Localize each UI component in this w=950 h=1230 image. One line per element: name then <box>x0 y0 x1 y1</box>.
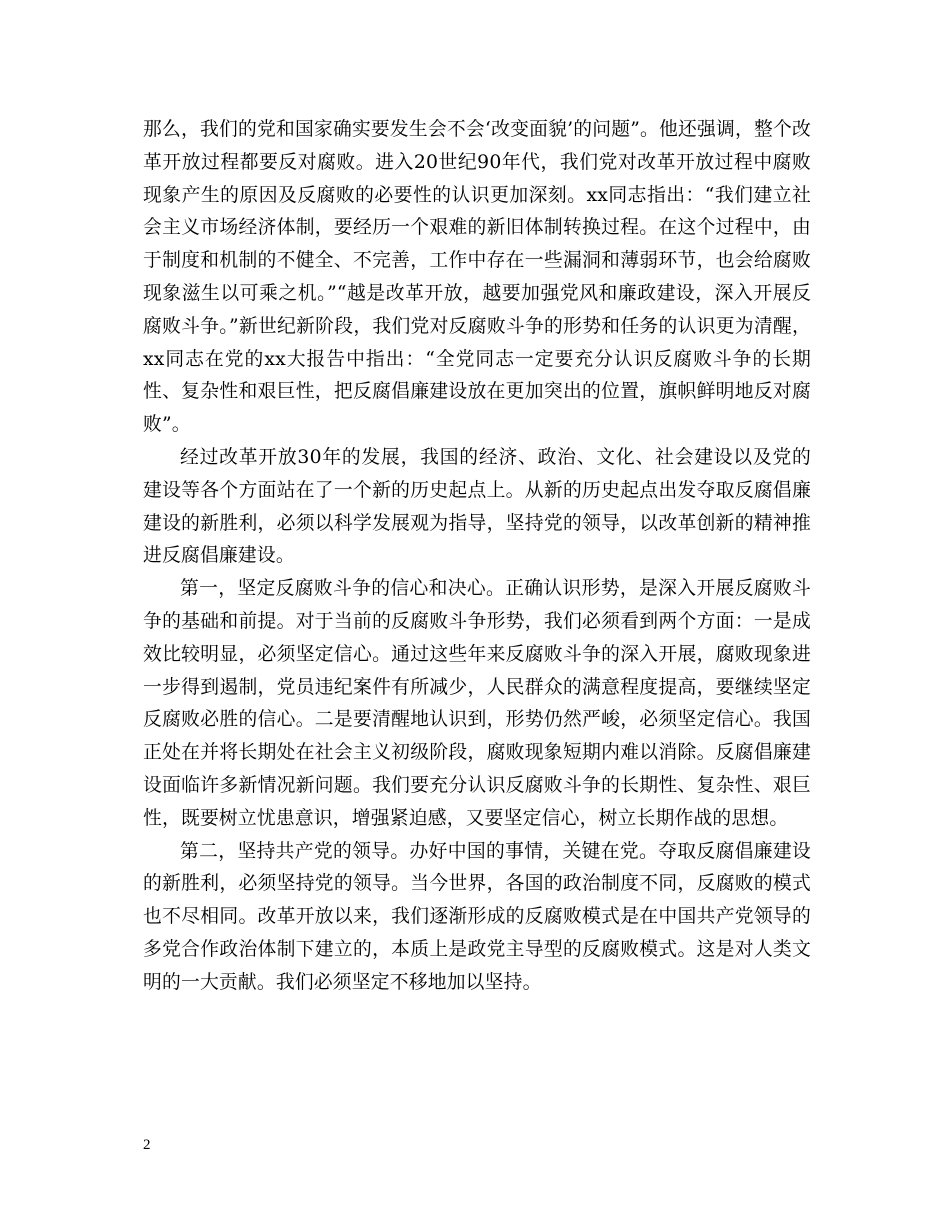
document-body <box>143 114 811 1000</box>
paragraph-2: 经过改革开放30年的发展，我国的经济、政治、文化、社会建设以及党的建设等各个方面站在了一个新的历史起点上。从新的历史起点出发夺取反腐倡廉建设的新胜利，必须以科学发展观为指导，坚持党的领导，以改革创新的精神推进反腐倡廉建设。 <box>143 446 811 567</box>
paragraph-3: 第一，坚定反腐败斗争的信心和决心。正确认识形势，是深入开展反腐败斗争的基础和前提。对于当前的反腐败斗争形势，我们必须看到两个方面：一是成效比较明显，必须坚定信心。通过这些年来反腐败斗争的深入开展，腐败现象进一步得到遏制，党员违纪案件有所减少，人民群众的满意程度提高，要继续坚定反腐败必胜的信心。二是要清醒地认识到，形势仍然严峻，必须坚定信心。我国正处在并将长期处在社会主义初级阶段，腐败现象短期内难以消除。反腐倡廉建设面临许多新情况新问题。我们要充分认识反腐败斗争的长期性、复杂性、艰巨性，既要树立忧患意识，增强紧迫感，又要坚定信心，树立长期作战的思想。 <box>143 578 811 829</box>
page-number: 2 <box>143 1137 151 1153</box>
paragraph-1: 那么，我们的党和国家确实要发生会不会‘改变面貌’的问题”。他还强调，整个改革开放过程都要反对腐败。进入20世纪90年代，我们党对改革开放过程中腐败现象产生的原因及反腐败的必要性的认识更加深刻。xx同志指出：“我们建立社会主义市场经济体制，要经历一个艰难的新旧体制转换过程。在这个过程中，由于制度和机制的不健全、不完善，工作中存在一些漏洞和薄弱环节，也会给腐败现象滋生以可乘之机。”“越是改革开放，越要加强党风和廉政建设，深入开展反腐败斗争。”新世纪新阶段，我们党对反腐败斗争的形势和任务的认识更为清醒，xx同志在党的xx大报告中指出：“全党同志一定要充分认识反腐败斗争的长期性、复杂性和艰巨性，把反腐倡廉建设放在更加突出的位置，旗帜鲜明地反对腐败”。 <box>143 119 811 436</box>
paragraph-4: 第二，坚持共产党的领导。办好中国的事情，关键在党。夺取反腐倡廉建设的新胜利，必须坚持党的领导。当今世界，各国的政治制度不同，反腐败的模式也不尽相同。改革开放以来，我们逐渐形成的反腐败模式是在中国共产党领导的多党合作政治体制下建立的，本质上是政党主导型的反腐败模式。这是对人类文明的一大贡献。我们必须坚定不移地加以坚持。 <box>143 840 811 993</box>
